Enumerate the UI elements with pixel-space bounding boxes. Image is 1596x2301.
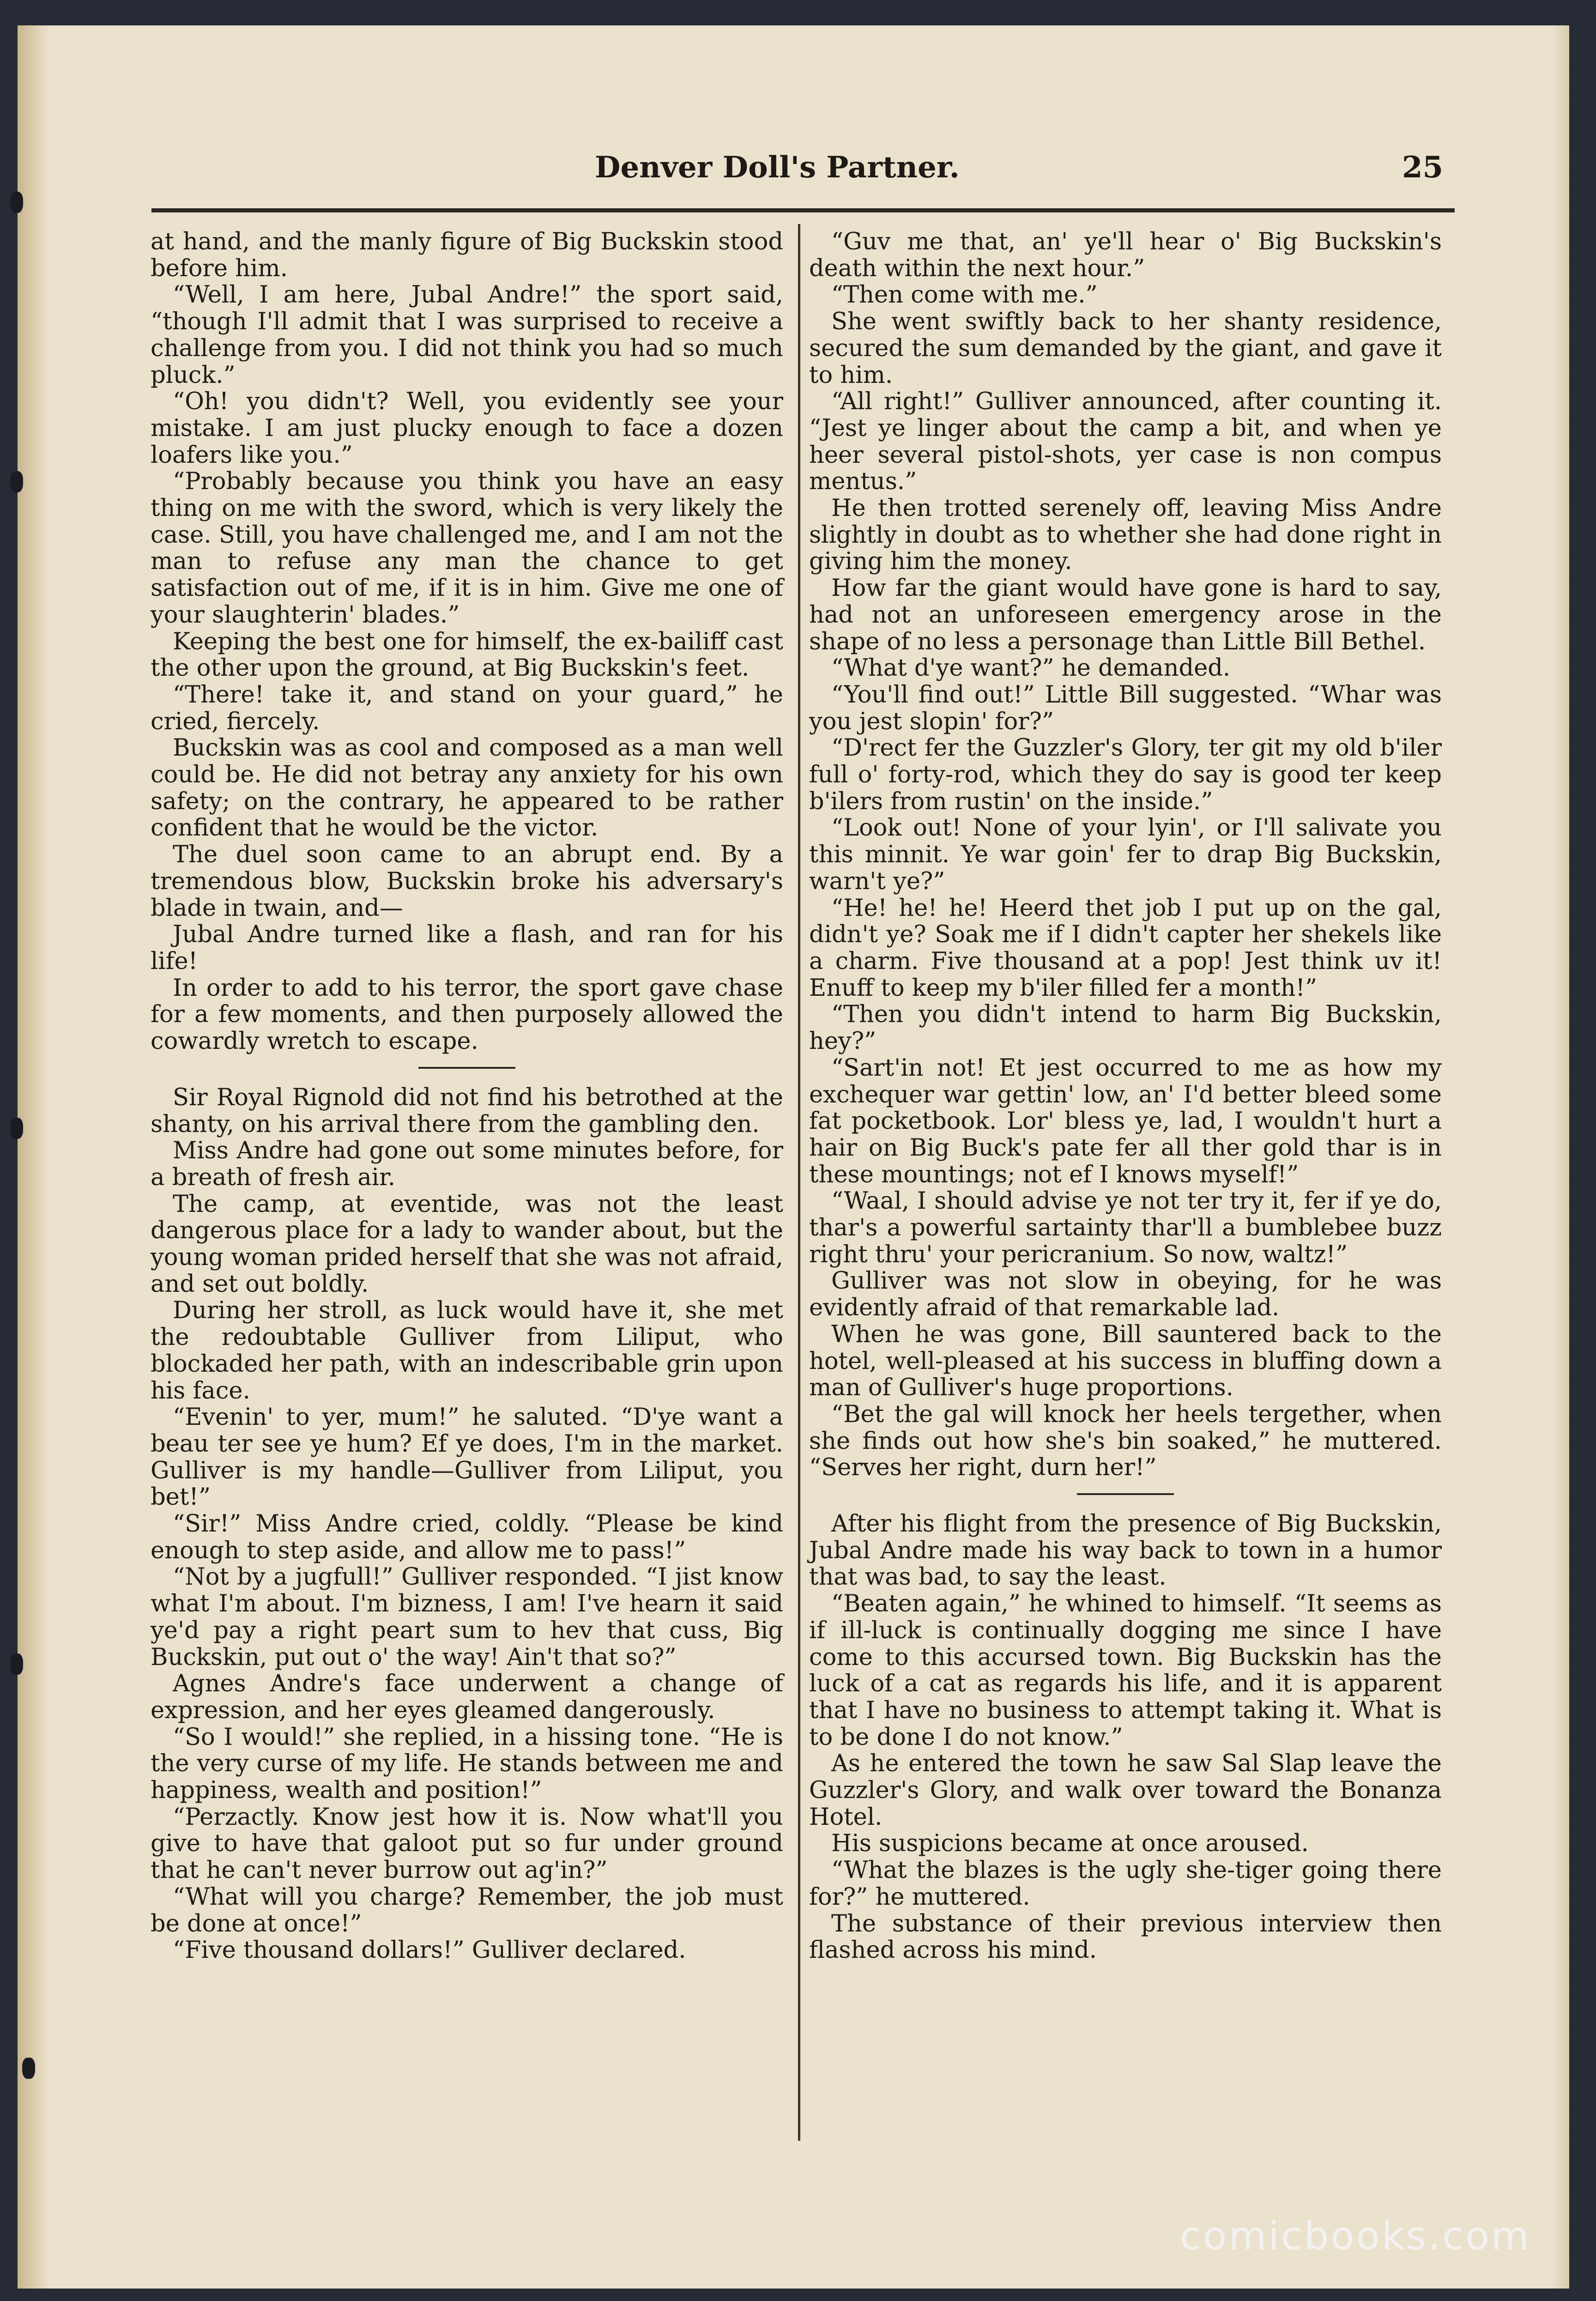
paragraph: “Sir!” Miss Andre cried, coldly. “Please be kind enough to step aside, and allow me to pass!”: [151, 1510, 783, 1564]
paragraph: Jubal Andre turned like a flash, and ran for his life!: [151, 921, 783, 975]
paragraph: “Guv me that, an' ye'll hear o' Big Buckskin's death within the next hour.”: [809, 228, 1442, 282]
binding-hole: [10, 1653, 23, 1675]
paragraph: She went swiftly back to her shanty residence, secured the sum demanded by the giant, and gave it to him.: [809, 308, 1442, 389]
paragraph: How far the giant would have gone is hard to say, had not an unforeseen emergency arose in the shape of no less a personage than Little Bill Bethel.: [809, 575, 1442, 655]
paragraph: “What d'ye want?” he demanded.: [831, 654, 1231, 682]
paragraph: “Probably because you think you have an easy thing on me with the sword, which is very likely the case. Still, you have challenged me, and I am not the man to refuse any man the chance to get satisfaction out of me, if it is in him. Give me one of your slaughterin' blades.”: [151, 468, 783, 629]
binding-hole: [22, 2058, 35, 2079]
paragraph: “Well, I am here, Jubal Andre!” the sport said, “though I'll admit that I was surprised to receive a challenge from you. I did not think you had so much pluck.”: [151, 281, 783, 389]
paragraph: “Evenin' to yer, mum!” he saluted. “D'ye want a beau ter see ye hum? Ef ye does, I'm in the market. Gulliver is my handle—Gulliver from Liliput, you bet!”: [151, 1404, 783, 1511]
paragraph: “You'll find out!” Little Bill suggested. “Whar was you jest slopin' for?”: [809, 681, 1442, 735]
paragraph: Keeping the best one for himself, the ex-bailiff cast the other upon the ground, at Big Buckskin's feet.: [151, 628, 783, 682]
left-column: [151, 229, 783, 1964]
paragraph: The duel soon came to an abrupt end. By a tremendous blow, Buckskin broke his adversary's blade in twain, and—: [151, 841, 783, 922]
paragraph: His suspicions became at once aroused.: [831, 1830, 1309, 1858]
book-page: [18, 25, 1569, 2289]
column-divider: [798, 224, 800, 2141]
paragraph: Gulliver was not slow in obeying, for he was evidently afraid of that remarkable lad.: [809, 1267, 1442, 1322]
paragraph: at hand, and the manly figure of Big Buckskin stood before him.: [151, 228, 783, 282]
paragraph: Agnes Andre's face underwent a change of expression, and her eyes gleamed dangerously.: [151, 1670, 783, 1724]
paragraph: “Perzactly. Know jest how it is. Now what'll you give to have that galoot put so fur under ground that he can't never burrow out ag'in?”: [151, 1803, 783, 1884]
paragraph: As he entered the town he saw Sal Slap leave the Guzzler's Glory, and walk over toward the Bonanza Hotel.: [809, 1750, 1442, 1831]
paragraph: “Then come with me.”: [831, 281, 1098, 309]
running-header-title: Denver Doll's Partner.: [595, 150, 960, 185]
binding-hole: [10, 192, 23, 213]
paragraph: “Five thousand dollars!” Gulliver declared.: [173, 1937, 686, 1964]
paragraph: “There! take it, and stand on your guard,” he cried, fiercely.: [151, 681, 783, 735]
page-edge: [1553, 25, 1569, 2289]
paragraph: “Bet the gal will knock her heels tergether, when she finds out how she's bin soaked,” he muttered. “Serves her right, durn her!”: [809, 1400, 1442, 1482]
paragraph: Buckskin was as cool and composed as a man well could be. He did not betray any anxiety for his own safety; on the contrary, he appeared to be rather confident that he would be the victor.: [151, 734, 783, 842]
paragraph: The substance of their previous interview then flashed across his mind.: [809, 1910, 1442, 1964]
header-rule: [151, 208, 1455, 212]
paragraph: “What the blazes is the ugly she-tiger going there for?” he muttered.: [809, 1857, 1442, 1911]
binding-hole: [10, 1118, 23, 1139]
paragraph: “Sart'in not! Et jest occurred to me as how my exchequer war gettin' low, an' I'd better bleed some fat pocketbook. Lor' bless ye, lad, I wouldn't hurt a hair on Big Buck's pate fer all ther gold thar is in these mountings; not ef I knows myself!”: [809, 1054, 1442, 1188]
paragraph: “Not by a jugfull!” Gulliver responded. “I jist know what I'm about. I'm bizness, I am! I've hearn it said ye'd pay a right peart sum to hev that cuss, Big Buckskin, put out o' the way! Ain't that so?”: [151, 1563, 783, 1671]
page-gutter: [18, 25, 50, 2289]
paragraph: In order to add to his terror, the sport gave chase for a few moments, and then purposely allowed the cowardly wretch to escape.: [151, 974, 783, 1055]
paragraph: “Waal, I should advise ye not ter try it, fer if ye do, thar's a powerful sartainty thar'll a bumblebee buzz right thru' your pericranium. So now, waltz!”: [809, 1187, 1442, 1268]
page-number: 25: [1402, 150, 1444, 185]
paragraph: “So I would!” she replied, in a hissing tone. “He is the very curse of my life. He stands between me and happiness, wealth and position!”: [151, 1723, 783, 1804]
paragraph: “He! he! he! Heerd thet job I put up on the gal, didn't ye? Soak me if I didn't capter her shekels like a charm. Five thousand at a pop! Jest think uv it! Enuff to keep my b'iler filled fer a month!”: [809, 894, 1442, 1002]
paragraph: “Then you didn't intend to harm Big Buckskin, hey?”: [809, 1001, 1442, 1055]
right-column: [809, 229, 1442, 1964]
paragraph: The camp, at eventide, was not the least dangerous place for a lady to wander about, but the young woman prided herself that she was not afraid, and set out boldly.: [151, 1190, 783, 1298]
paragraph: “Oh! you didn't? Well, you evidently see your mistake. I am just plucky enough to face a dozen loafers like you.”: [151, 388, 783, 469]
paragraph: Sir Royal Rignold did not find his betrothed at the shanty, on his arrival there from the gambling den.: [151, 1084, 783, 1138]
section-separator: [1077, 1493, 1174, 1495]
section-separator: [418, 1067, 515, 1069]
paragraph: “What will you charge? Remember, the job must be done at once!”: [151, 1883, 783, 1938]
paragraph: “D'rect fer the Guzzler's Glory, ter git my old b'iler full o' forty-rod, which they do say is good ter keep b'ilers from rustin' on the inside.”: [809, 734, 1442, 815]
watermark: comicbooks.com: [1180, 2213, 1531, 2259]
paragraph: After his flight from the presence of Big Buckskin, Jubal Andre made his way back to town in a humor that was bad, to say the least.: [809, 1510, 1442, 1591]
binding-hole: [10, 471, 23, 492]
paragraph: “All right!” Gulliver announced, after counting it. “Jest ye linger about the camp a bit, and when ye heer several pistol-shots, yer case is non compus mentus.”: [809, 388, 1442, 496]
paragraph: Miss Andre had gone out some minutes before, for a breath of fresh air.: [151, 1137, 783, 1191]
paragraph: During her stroll, as luck would have it, she met the redoubtable Gulliver from Liliput, who blockaded her path, with an indescribable grin upon his face.: [151, 1297, 783, 1405]
paragraph: He then trotted serenely off, leaving Miss Andre slightly in doubt as to whether she had done right in giving him the money.: [809, 495, 1442, 575]
paragraph: When he was gone, Bill sauntered back to the hotel, well-pleased at his success in bluffing down a man of Gulliver's huge proportions.: [809, 1320, 1442, 1402]
paragraph: “Look out! None of your lyin', or I'll salivate you this minnit. Ye war goin' fer to drap Big Buckskin, warn't ye?”: [809, 814, 1442, 895]
paragraph: “Beaten again,” he whined to himself. “It seems as if ill-luck is continually dogging me since I have come to this accursed town. Big Buckskin has the luck of a cat as regards his life, and it is apparent that I have no business to attempt taking it. What is to be done I do not know.”: [809, 1590, 1442, 1751]
